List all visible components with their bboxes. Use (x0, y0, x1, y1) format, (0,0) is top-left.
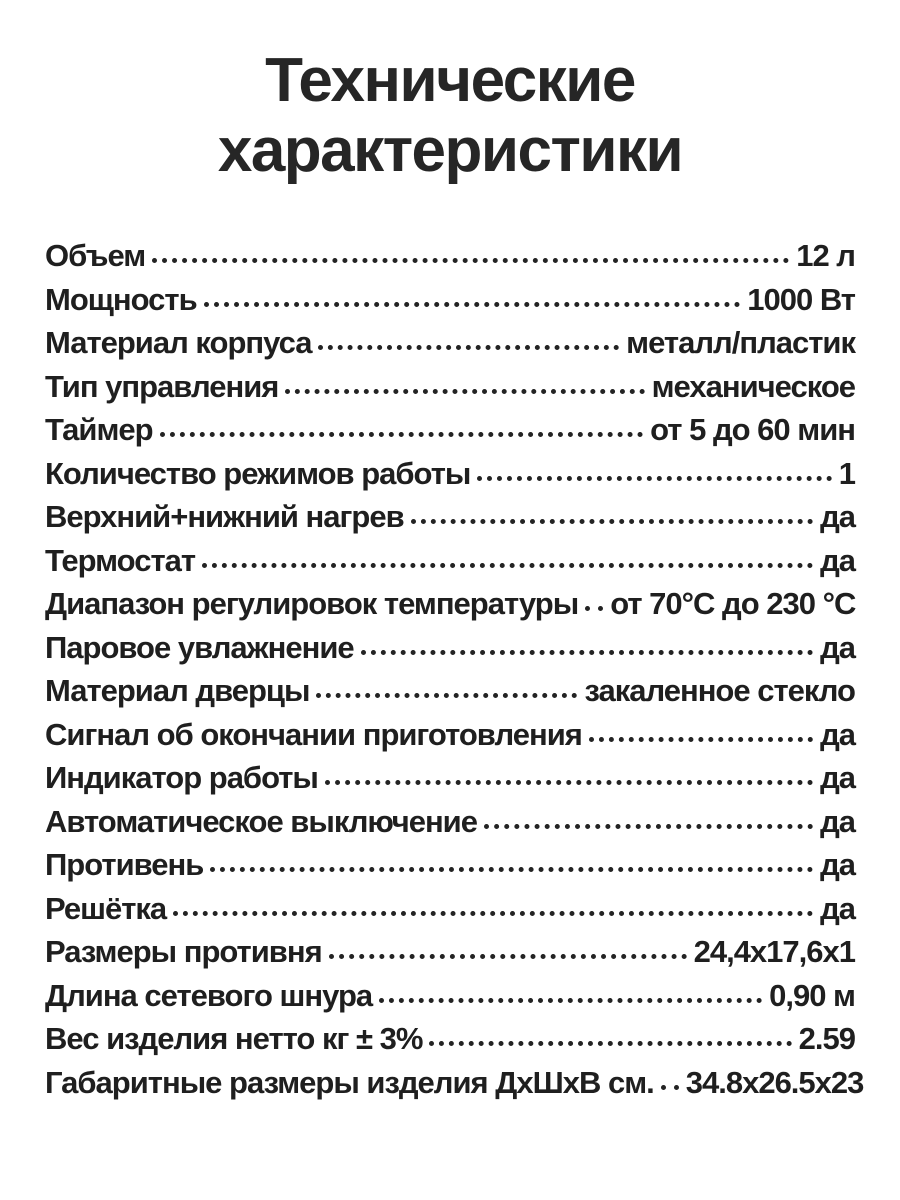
page-title-line1: Технические (265, 46, 635, 115)
spec-label: Термостат (45, 542, 196, 578)
spec-value: да (820, 803, 855, 839)
dot-leader (477, 476, 831, 481)
spec-label: Противень (45, 847, 204, 882)
dot-leader (210, 867, 813, 872)
spec-row (45, 412, 855, 456)
spec-value: закаленное стекло (584, 673, 855, 708)
spec-list (45, 238, 864, 1108)
spec-label: Материал дверцы (45, 673, 310, 708)
spec-row (45, 282, 855, 326)
spec-value: от 5 до 60 мин (650, 412, 855, 447)
spec-row (45, 891, 855, 935)
spec-value: да (820, 629, 855, 665)
page-title-line2: характеристики (217, 116, 683, 185)
dot-leader (202, 563, 813, 568)
spec-value: да (820, 760, 855, 795)
page-title (45, 46, 855, 186)
spec-row (45, 717, 855, 761)
spec-value: механическое (651, 368, 855, 404)
spec-row (45, 934, 855, 978)
spec-value: да (820, 847, 855, 882)
spec-label: Габаритные размеры изделия ДхШхВ см. (45, 1064, 654, 1100)
spec-label: Количество режимов работы (45, 455, 471, 491)
spec-label: Сигнал об окончании приготовления (45, 716, 582, 752)
spec-label: Диапазон регулировок температуры (45, 586, 579, 621)
dot-leader (585, 606, 603, 611)
spec-label: Индикатор работы (45, 760, 318, 795)
spec-label: Мощность (45, 281, 197, 317)
spec-row (45, 760, 855, 804)
spec-value: 34.8х26.5х23 (685, 1064, 864, 1100)
dot-leader (429, 1041, 791, 1046)
dot-leader (325, 780, 813, 785)
spec-row (45, 1021, 855, 1065)
dot-leader (379, 998, 762, 1003)
dot-leader (285, 389, 644, 394)
spec-label: Решётка (45, 890, 167, 926)
spec-label: Объем (45, 238, 146, 273)
spec-value: да (820, 499, 855, 534)
spec-row (45, 499, 855, 543)
spec-row (45, 586, 855, 630)
dot-leader (484, 824, 813, 829)
dot-leader (411, 519, 813, 524)
spec-value: от 70°С до 230 °С (610, 586, 856, 621)
spec-value: металл/пластик (626, 325, 855, 360)
dot-leader (204, 302, 741, 307)
spec-row (45, 804, 855, 848)
dot-leader (318, 345, 619, 350)
spec-row (45, 630, 855, 674)
spec-label: Автоматическое выключение (45, 803, 477, 839)
spec-label: Паровое увлажнение (45, 629, 354, 665)
spec-label: Размеры противня (45, 934, 322, 969)
spec-value: 24,4х17,6х1 (693, 934, 855, 969)
spec-value: 0,90 м (769, 977, 855, 1013)
spec-value: 1 (838, 455, 855, 491)
dot-leader (589, 737, 813, 742)
dot-leader (152, 258, 789, 263)
spec-label: Вес изделия нетто кг ± 3% (45, 1021, 423, 1056)
dot-leader (361, 650, 813, 655)
dot-leader (316, 693, 577, 698)
spec-value: 2.59 (798, 1021, 855, 1056)
spec-row (45, 847, 855, 891)
spec-row (45, 1064, 864, 1109)
spec-label: Материал корпуса (45, 325, 312, 360)
spec-row (45, 673, 855, 717)
spec-value: да (820, 716, 855, 752)
spec-value: да (820, 542, 855, 578)
spec-row (45, 978, 855, 1022)
spec-row (45, 369, 855, 413)
spec-row (45, 325, 855, 369)
dot-leader (160, 432, 644, 437)
dot-leader (329, 954, 687, 959)
spec-label: Верхний+нижний нагрев (45, 499, 404, 534)
spec-label: Длина сетевого шнура (45, 977, 373, 1013)
spec-row (45, 238, 855, 282)
spec-value: да (820, 890, 855, 926)
spec-value: 12 л (796, 238, 855, 273)
spec-value: 1000 Вт (747, 281, 855, 317)
dot-leader (661, 1085, 679, 1090)
spec-label: Таймер (45, 412, 153, 447)
spec-row (45, 543, 855, 587)
spec-row (45, 456, 855, 500)
spec-label: Тип управления (45, 368, 279, 404)
dot-leader (173, 911, 813, 916)
